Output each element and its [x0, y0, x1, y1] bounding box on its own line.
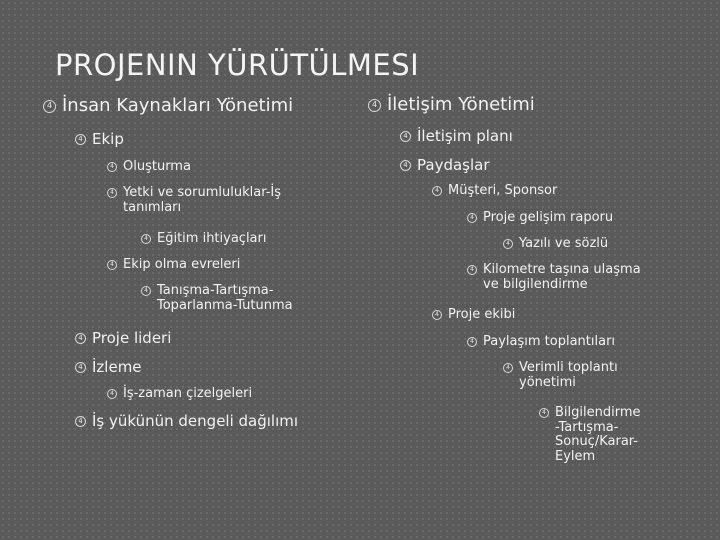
item-paylasim: Paylaşım toplantıları — [483, 334, 616, 349]
bullet-icon: 4 — [107, 188, 117, 198]
item-izleme: İzleme — [92, 358, 142, 376]
bullet-musteri — [432, 184, 557, 199]
bullet-kilometre — [467, 263, 641, 292]
bullet-yetki — [107, 186, 281, 215]
item-tanisma — [157, 284, 293, 313]
item-yetki-line2: tanımları — [123, 199, 182, 215]
bullet-icon: 4 — [107, 162, 117, 172]
item-ekip: Ekip — [92, 130, 124, 148]
item-olusturma: Oluşturma — [123, 159, 191, 174]
item-bilgilendirme-line3: Sonuç/Karar- — [555, 434, 638, 450]
item-verimli — [519, 361, 618, 390]
bullet-icon: 4 — [467, 213, 477, 223]
item-verimli-line2: yönetimi — [519, 374, 576, 390]
item-ekip-olma: Ekip olma evreleri — [123, 257, 241, 272]
bullet-proje-lideri — [75, 330, 171, 347]
bullet-icon: 4 — [75, 416, 86, 427]
item-proje-lideri: Proje lideri — [92, 329, 172, 347]
heading-iletisim-yonetimi: İletişim Yönetimi — [387, 94, 535, 115]
item-yetki — [123, 186, 281, 215]
slide-title: PROJENIN YÜRÜTÜLMESI — [55, 48, 420, 82]
item-is-yuku: İş yükünün dengeli dağılımı — [92, 412, 299, 430]
item-kilometre — [483, 263, 641, 292]
item-musteri: Müşteri, Sponsor — [448, 183, 558, 198]
item-yetki-line1: Yetki ve sorumluluklar-İş — [123, 185, 281, 200]
bullet-icon: 4 — [467, 337, 477, 347]
bullet-icon: 4 — [503, 239, 513, 249]
bullet-icon: 4 — [141, 234, 151, 244]
bullet-verimli — [503, 361, 618, 390]
bullet-proje-ekibi — [432, 308, 515, 323]
bullet-bilgilendirme — [539, 406, 641, 464]
item-bilgilendirme-line1: Bilgilendirme — [555, 405, 641, 420]
bullet-icon: 4 — [368, 99, 381, 112]
bullet-is-zaman — [107, 387, 252, 402]
bullet-proje-gelisim — [467, 211, 613, 226]
bullet-icon: 4 — [539, 408, 549, 418]
bullet-icon: 4 — [400, 160, 411, 171]
bullet-ekip-olma — [107, 258, 240, 273]
bullet-icon: 4 — [400, 131, 411, 142]
bullet-ekip — [75, 131, 124, 148]
bullet-iletisim-yonetimi — [368, 95, 535, 115]
bullet-icon: 4 — [107, 260, 117, 270]
item-egitim: Eğitim ihtiyaçları — [157, 231, 267, 246]
item-paydaslar: Paydaşlar — [417, 156, 490, 174]
bullet-olusturma — [107, 160, 191, 175]
bullet-icon: 4 — [141, 286, 151, 296]
bullet-insan-kaynaklari — [43, 96, 293, 116]
bullet-paydaslar — [400, 157, 490, 174]
item-yazili: Yazılı ve sözlü — [519, 236, 609, 251]
bullet-icon: 4 — [107, 389, 117, 399]
item-bilgilendirme — [555, 406, 641, 464]
item-bilgilendirme-line2: -Tartışma- — [555, 419, 619, 435]
bullet-icon: 4 — [43, 100, 56, 113]
bullet-icon: 4 — [75, 362, 86, 373]
bullet-icon: 4 — [467, 265, 477, 275]
bullet-icon: 4 — [75, 134, 86, 145]
bullet-yazili — [503, 237, 608, 252]
item-kilometre-line2: ve bilgilendirme — [483, 276, 588, 292]
bullet-icon: 4 — [503, 363, 513, 373]
bullet-icon: 4 — [75, 333, 86, 344]
bullet-icon: 4 — [432, 310, 442, 320]
item-is-zaman: İş-zaman çizelgeleri — [123, 386, 253, 401]
bullet-egitim — [141, 232, 266, 247]
heading-insan-kaynaklari: İnsan Kaynakları Yönetimi — [62, 95, 294, 116]
item-kilometre-line1: Kilometre taşına ulaşma — [483, 262, 641, 277]
item-proje-ekibi: Proje ekibi — [448, 307, 516, 322]
bullet-tanisma — [141, 284, 293, 313]
bullet-icon: 4 — [432, 186, 442, 196]
bullet-iletisim-plani — [400, 128, 513, 145]
item-bilgilendirme-line4: Eylem — [555, 448, 596, 464]
item-tanisma-line1: Tanışma-Tartışma- — [157, 283, 274, 298]
bullet-izleme — [75, 359, 142, 376]
bullet-paylasim — [467, 335, 615, 350]
item-iletisim-plani: İletişim planı — [417, 127, 513, 145]
item-verimli-line1: Verimli toplantı — [519, 360, 618, 375]
item-proje-gelisim: Proje gelişim raporu — [483, 210, 614, 225]
item-tanisma-line2: Toparlanma-Tutunma — [157, 297, 293, 313]
bullet-is-yuku — [75, 413, 298, 430]
